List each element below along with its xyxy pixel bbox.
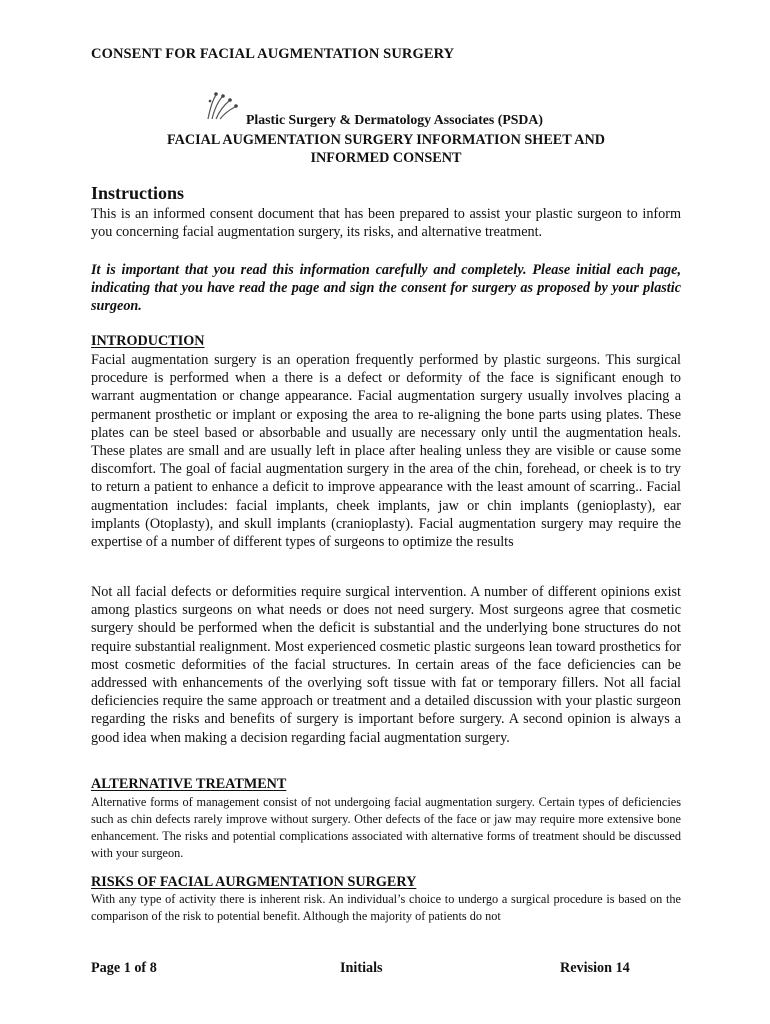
introduction-heading: INTRODUCTION [91, 333, 205, 349]
introduction-paragraph-1: Facial augmentation surgery is an operation frequently performed by plastic surgeons. This surgical procedure is performed when a there is a defect or deformity of the face is significant enough to warrant augmentation or change appearance. Facial augmentation surgery usually involves placing a permanent prosthetic or implant or exposing the area to re-aligning the bone parts using plates. These plates can be steel based or absorbable and usually are necessary only until the augmentation heals. These plates are small and are usually left in place after healing unless they are visible or cause some discomfort. The goal of facial augmentation surgery in the area of the chin, forehead, or cheek is to try to return a patient to enhance a deficit to improve appearance with the least amount of scarring.. Facial augmentation includes: facial implants, cheek implants, jaw or chin implants (genioplasty), ear implants (Otoplasty), and skull implants (cranioplasty). Facial augmentation surgery may require the expertise of a number of different types of surgeons to optimize the results [91, 352, 681, 551]
page-number: Page 1 of 8 [91, 960, 157, 976]
document-title: CONSENT FOR FACIAL AUGMENTATION SURGERY [91, 46, 455, 62]
alternative-treatment-body: Alternative forms of management consist of not undergoing facial augmentation surgery. Certain types of deficiencies such as chin defects rarely improve without surgery. Other defects of the face or jaw may require more extensive bone enhancement. The risks and potential complications associated with alternative forms of treatment should be discussed with your surgeon. [91, 795, 681, 860]
risks-body: With any type of activity there is inherent risk. An individual’s choice to undergo a surgical procedure is based on the comparison of the risk to potential benefit. Although the majority of patients do not [91, 892, 681, 923]
subtitle-line-1: FACIAL AUGMENTATION SURGERY INFORMATION SHEET AND [167, 132, 605, 148]
risks-heading: RISKS OF FACIAL AURGMENTATION SURGERY [91, 874, 417, 890]
organization-name: Plastic Surgery & Dermatology Associates (PSDA) [246, 112, 543, 127]
instructions-heading: Instructions [91, 183, 185, 203]
subtitle-line-2: INFORMED CONSENT [310, 150, 462, 166]
psda-logo-icon [202, 89, 246, 123]
document-subtitle [91, 131, 681, 167]
revision-label: Revision 14 [560, 960, 630, 976]
introduction-paragraph-2: Not all facial defects or deformities require surgical intervention. A number of different opinions exist among plastics surgeons on what needs or does not need surgery. Most surgeons agree that cosmetic surgery should be performed when the deficit is substantial and the underlying bone structures do not require substantial realignment. Most experienced cosmetic plastic surgeons lean toward prosthetics for most cosmetic deformities of the facial structures. In certain areas of the face deficiencies can be addressed with enhancements of the overlying soft tissue with fat or temporary fillers. Not all facial deficiencies require the same approach or treatment and a detailed discussion with your plastic surgeon regarding the risks and benefits of surgery is important before surgery. A second opinion is always a good idea when making a decision regarding facial augmentation surgery. [91, 584, 681, 746]
instructions-emphasis: It is important that you read this information carefully and completely. Please initial each page, indicating that you have read the page and sign the consent for surgery as proposed by your plastic surgeon. [91, 262, 681, 315]
instructions-body: This is an informed consent document that has been prepared to assist your plastic surgeon to inform you concerning facial augmentation surgery, its risks, and alternative treatment. [91, 206, 681, 241]
initials-label: Initials [340, 960, 383, 976]
alternative-treatment-heading: ALTERNATIVE TREATMENT [91, 776, 287, 792]
